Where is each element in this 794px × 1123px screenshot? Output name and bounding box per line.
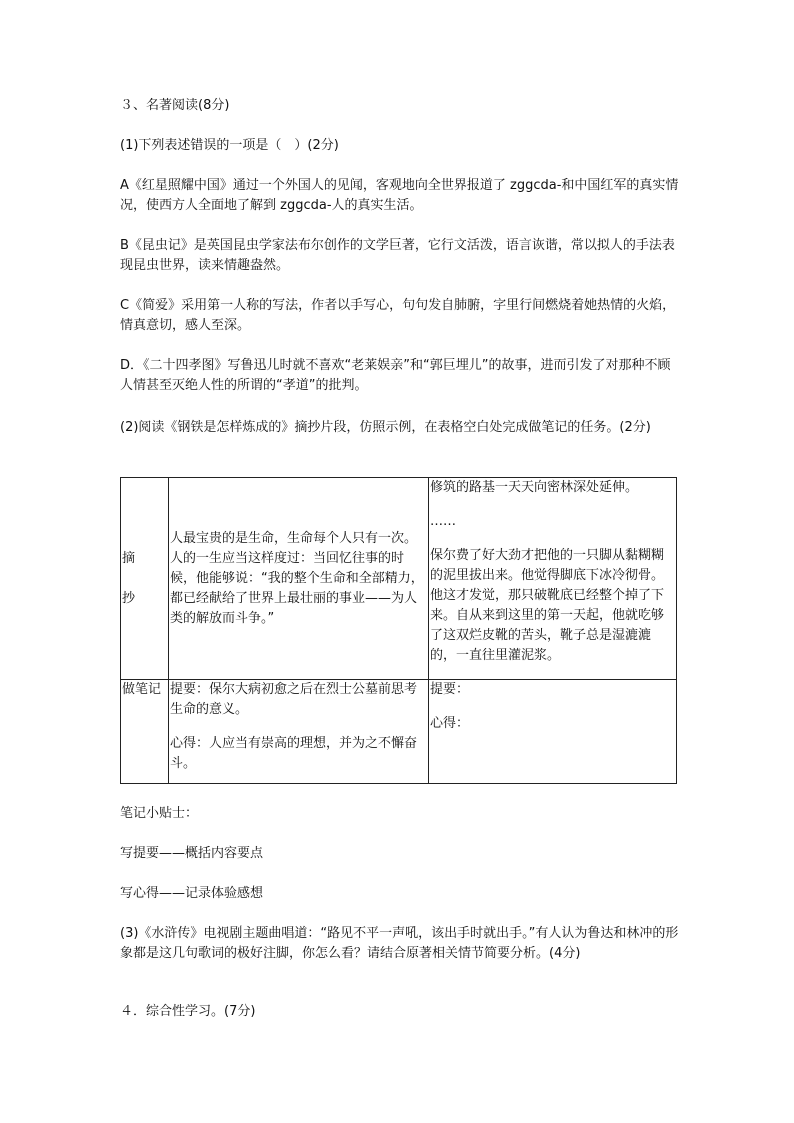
excerpt-example-cell xyxy=(169,478,429,680)
tip-feeling: 写心得——记录体验感想 xyxy=(120,886,264,901)
notes-task-summary: 提要： xyxy=(430,682,470,697)
notes-row xyxy=(121,680,677,784)
q2-stem: (2)阅读《钢铁是怎样炼成的》摘抄片段，仿照示例，在表格空白处完成做笔记的任务。(2分) xyxy=(120,420,651,435)
tips-title: 笔记小贴士： xyxy=(120,806,199,821)
q1-option-b: B《昆虫记》是英国昆虫学家法布尔创作的文学巨著，它行文活泼，语言诙谐，常以拟人的手法表现昆虫世界，读来情趣盎然。 xyxy=(120,238,675,273)
q1-option-a: A《红星照耀中国》通过一个外国人的见闻，客观地向全世界报道了 zggcda-和中国红军的真实情况，使西方人全面地了解到 zggcda-人的真实生活。 xyxy=(120,178,679,213)
section4-heading: ４．综合性学习。(7分) xyxy=(120,1004,256,1019)
tip-summary: 写提要——概括内容要点 xyxy=(120,846,264,861)
excerpt-task-paragraph: 保尔费了好大劲才把他的一只脚从黏糊糊的泥里拔出来。他觉得脚底下冰冷彻骨。他这才发觉，那只破靴底已经整个掉了下来。自从来到这里的第一天起，他就吃够了这双烂皮靴的苦头，靴子总是湿漉漉的，一直往里灌泥浆。 xyxy=(430,548,665,663)
section3-heading: ３、名著阅读(8分) xyxy=(120,98,230,113)
notes-label-cell xyxy=(121,680,169,784)
excerpt-task-ellipsis: …… xyxy=(430,514,456,529)
excerpt-example-text: 人最宝贵的是生命，生命每个人只有一次。人的一生应当这样度过：当回忆往事的时候，他能够说：“我的整个生命和全部精力，都已经献给了世界上最壮丽的事业——为人类的解放而斗争。” xyxy=(170,530,424,626)
excerpt-label-1: 摘 xyxy=(122,550,136,566)
notes-task-feeling: 心得： xyxy=(430,716,470,731)
excerpt-label-cell xyxy=(121,478,169,680)
q1-option-c: C《简爱》采用第一人称的写法，作者以手写心，句句发自肺腑，字里行间燃烧着她热情的火焰，情真意切，感人至深。 xyxy=(120,298,676,333)
q1-stem: (1)下列表述错误的一项是（ ）(2分) xyxy=(120,138,339,153)
excerpt-task-line1: 修筑的路基一天天向密林深处延伸。 xyxy=(430,480,639,495)
excerpt-row xyxy=(121,478,677,680)
notes-example-feeling: 心得：人应当有崇高的理想，并为之不懈奋斗。 xyxy=(170,736,418,771)
q3-stem: (3)《水浒传》电视剧主题曲唱道：“路见不平一声吼，该出手时就出手。”有人认为鲁达和林冲的形象都是这几句歌词的极好注脚，你怎么看？请结合原著相关情节简要分析。(4分) xyxy=(120,926,679,961)
excerpt-label-2: 抄 xyxy=(122,590,136,606)
notes-example-summary: 提要：保尔大病初愈之后在烈士公墓前思考生命的意义。 xyxy=(170,682,418,717)
excerpt-task-cell xyxy=(429,478,677,680)
notes-label: 做笔记 xyxy=(122,682,162,697)
notes-task-cell xyxy=(429,680,677,784)
notes-example-cell xyxy=(169,680,429,784)
notes-table xyxy=(120,477,677,784)
q1-option-d: D．《二十四孝图》写鲁迅儿时就不喜欢“老莱娱亲”和“郭巨埋儿”的故事，进而引发了对那种不顾人情甚至灭绝人性的所谓的“孝道”的批判。 xyxy=(120,358,671,393)
